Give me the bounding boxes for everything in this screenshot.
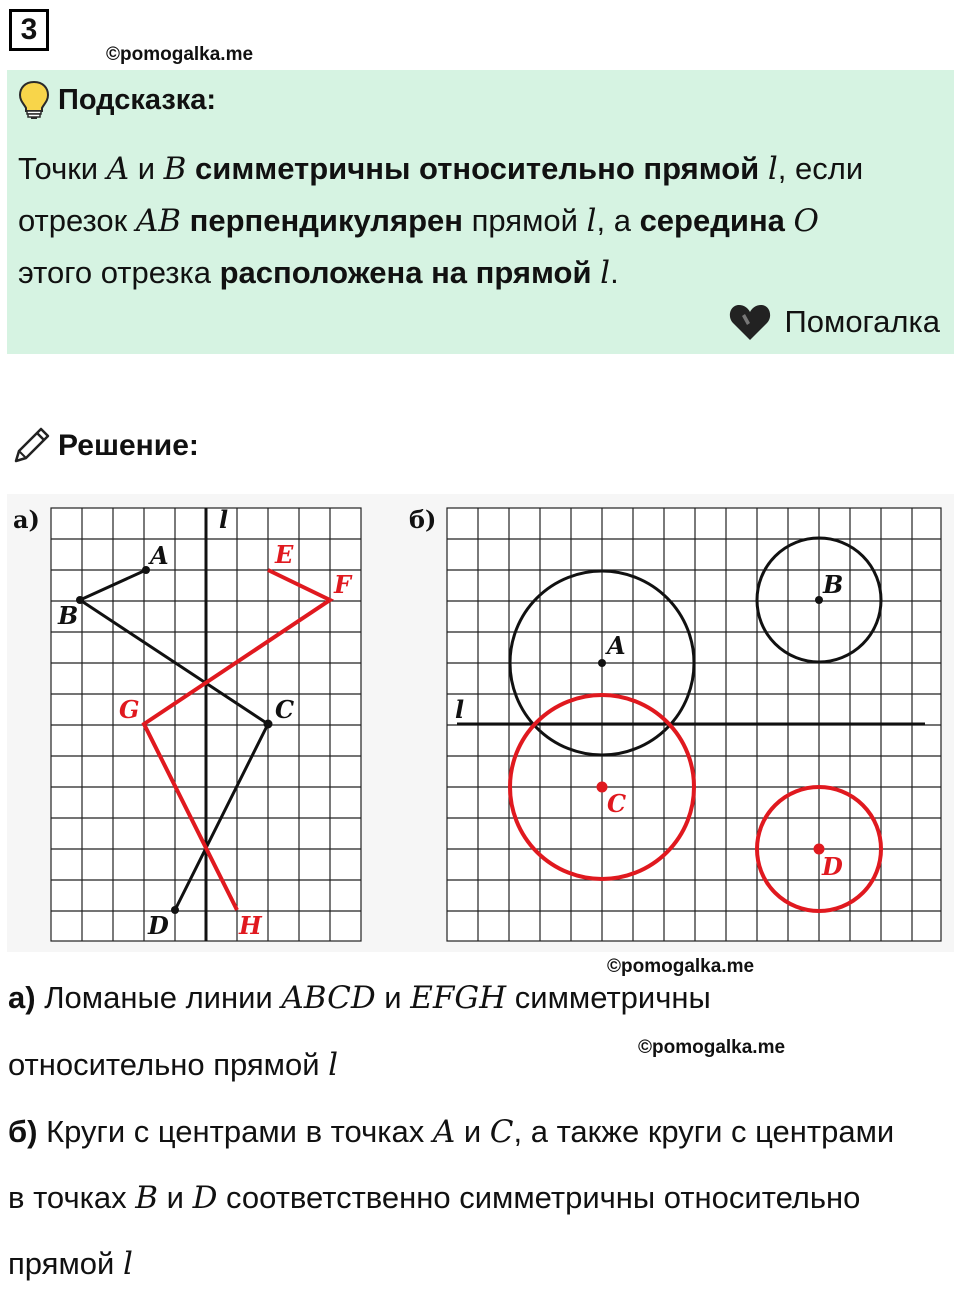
text: относительно прямой [8, 1047, 329, 1082]
center-b [815, 596, 823, 604]
var: l [767, 151, 778, 187]
text: Точки [18, 151, 107, 186]
lightbulb-icon [18, 80, 50, 120]
text [592, 255, 601, 290]
answer-a-line-1 [8, 980, 711, 1016]
bold-text: середина [639, 203, 785, 238]
panel-b-label: б) [409, 505, 437, 534]
text: Круги с центрами в точках [37, 1114, 433, 1149]
hint-text [18, 143, 938, 299]
var: B [163, 151, 187, 187]
text: прямой [462, 203, 587, 238]
heart-icon [728, 302, 772, 342]
point-d [171, 906, 179, 914]
pencil-icon [10, 425, 52, 467]
label-b: B [58, 601, 79, 630]
center-c [597, 782, 608, 793]
var: D [192, 1180, 218, 1216]
label-f: F [334, 570, 352, 599]
point-a [142, 566, 150, 574]
label-circle-c: C [607, 789, 627, 818]
label-a: A [150, 541, 169, 570]
bold-text: перпендикулярен [181, 203, 463, 238]
watermark-middle: ©pomogalka.me [607, 956, 755, 977]
text: этого отрезка [18, 255, 220, 290]
label-l-a: l [219, 505, 229, 534]
task-number: 3 [9, 9, 49, 51]
var: EFGH [410, 980, 507, 1016]
watermark-bottom: ©pomogalka.me [638, 1037, 786, 1058]
text: . [610, 255, 619, 290]
answer-a-line-2 [8, 1047, 338, 1083]
point-c [264, 720, 273, 729]
label-circle-d: D [822, 852, 843, 881]
hint-line-3 [18, 247, 938, 299]
label-c: C [275, 695, 295, 724]
symmetry-figure [7, 494, 954, 952]
brand-label: Помогалка [784, 304, 940, 339]
bold-text: симметричны относительно прямой [186, 151, 768, 186]
solution-title [10, 425, 199, 467]
solution-title-text: Решение: [58, 429, 199, 462]
label-l-b: l [455, 695, 465, 724]
answer-b-line-2 [8, 1180, 860, 1216]
panel-a-label: а) [13, 505, 40, 534]
var: B [135, 1180, 159, 1216]
brand [728, 302, 940, 342]
label-d: D [148, 911, 169, 940]
answer-b-line-3 [8, 1246, 133, 1282]
label-g: G [119, 695, 140, 724]
watermark-top: ©pomogalka.me [106, 44, 254, 65]
text: , а [596, 203, 640, 238]
var: l [122, 1246, 133, 1282]
var: A [106, 151, 130, 187]
var: AB [135, 203, 182, 239]
answer-b-line-1 [8, 1114, 894, 1150]
label-circle-a: A [607, 631, 626, 660]
label-circle-b: B [823, 570, 844, 599]
text: прямой [8, 1246, 123, 1281]
text: и [375, 980, 411, 1015]
text: соответственно симметричны относительно [217, 1180, 861, 1215]
hint-line-2 [18, 195, 938, 247]
var: C [489, 1114, 514, 1150]
bold-text: расположена на прямой [219, 255, 592, 290]
figure-panel [7, 494, 954, 952]
text: и [455, 1114, 490, 1149]
answer-b-label: б) [8, 1114, 38, 1149]
text: Ломаные линии [35, 980, 282, 1015]
var: A [432, 1114, 456, 1150]
var: l [328, 1047, 339, 1083]
text: и [129, 151, 164, 186]
text [785, 203, 794, 238]
text: , если [777, 151, 864, 186]
hint-title [18, 80, 216, 120]
label-h: H [239, 911, 262, 940]
text: отрезок [18, 203, 136, 238]
hint-line-1 [18, 143, 938, 195]
hint-title-text: Подсказка: [58, 83, 217, 116]
text: в точках [8, 1180, 136, 1215]
text: и [158, 1180, 193, 1215]
answer-a-label: а) [8, 980, 36, 1015]
var: l [600, 255, 611, 291]
var: l [586, 203, 597, 239]
label-e: E [275, 540, 294, 569]
center-a [598, 659, 606, 667]
var: O [793, 203, 819, 239]
text: , а также круги с центрами [513, 1114, 895, 1149]
text: симметричны [506, 980, 711, 1015]
var: ABCD [281, 980, 376, 1016]
